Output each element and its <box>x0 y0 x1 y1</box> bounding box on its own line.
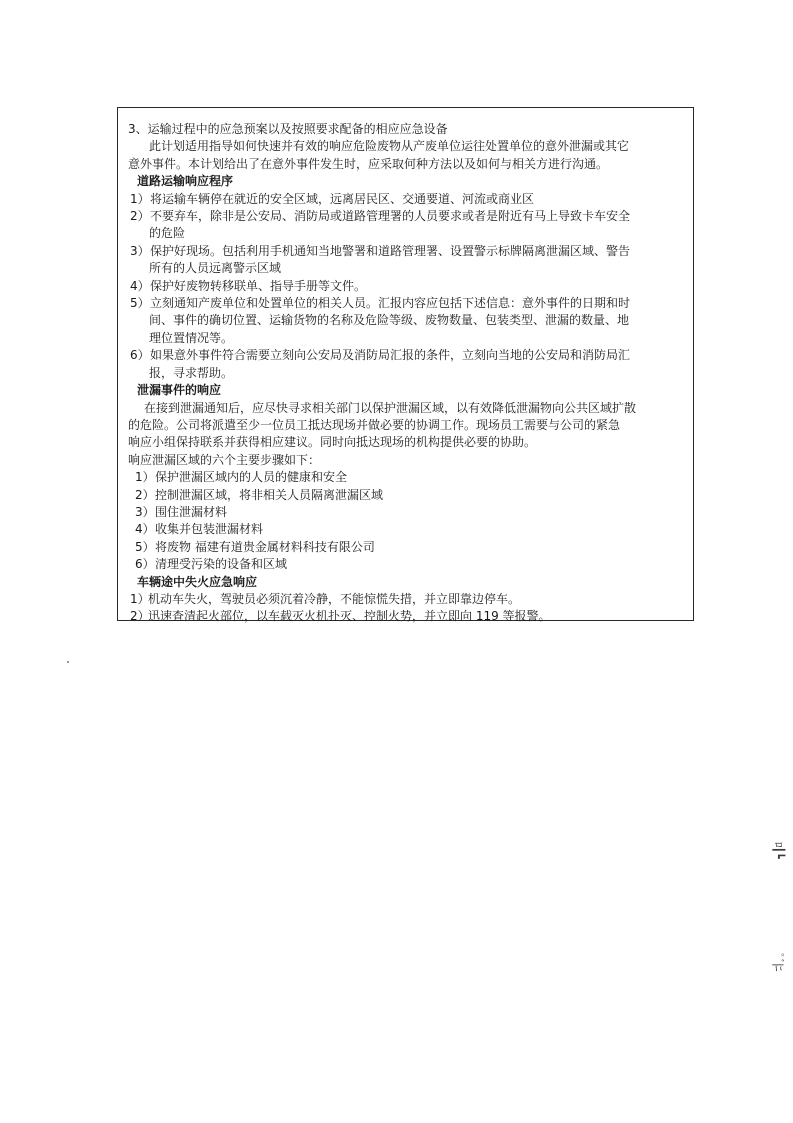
road-item <box>128 295 681 312</box>
item-text: 如果意外事件符合需要立刻向公安局及消防局汇报的条件，立刻向当地的公安局和消防局汇 <box>150 348 631 363</box>
step-text: 清理受污染的设备和区域 <box>155 557 288 572</box>
item-continuation: 的危险 <box>149 226 186 241</box>
document-frame <box>117 107 694 624</box>
step-number: 2） <box>135 487 155 502</box>
leak-step <box>128 556 681 573</box>
step-number: 6） <box>135 557 155 572</box>
road-item <box>128 191 681 208</box>
step-number: 4） <box>135 522 155 537</box>
item-text: 不要弃车，除非是公安局、消防局或道路管理署的人员要求或者是附近有马上导致卡车安全 <box>150 209 631 224</box>
fire-number: 2） <box>130 609 150 624</box>
leak-heading: 泄漏事件的响应 <box>137 383 222 398</box>
road-item <box>128 347 681 364</box>
leak-paragraph-line-3: 响应小组保持联系并获得相应建议。同时向抵达现场的机构提供必要的协助。 <box>128 435 537 450</box>
step-text: 控制泄漏区域，将非相关人员隔离泄漏区域 <box>155 487 384 502</box>
fire-text: 机动车失火，驾驶员必须沉着冷静，不能惊慌失措，并立即靠边停车。 <box>148 591 521 606</box>
intro-line-1: 此计划适用指导如何快速并有效的响应危险废物从产废单位运往处置单位的意外泄漏或其它 <box>149 139 630 154</box>
fire-item <box>128 591 681 608</box>
item-text: 将运输车辆停在就近的安全区域，远离居民区、交通要道、河流或商业区 <box>150 191 535 206</box>
item-continuation: 理位置情况等。 <box>149 330 234 345</box>
item-text: 保护好现场。包括利用手机通知当地警署和道路管理署、设置警示标牌隔离泄漏区域、警告 <box>150 243 631 258</box>
item-continuation: 所有的人员远离警示区域 <box>149 261 282 276</box>
step-number: 5） <box>135 539 155 554</box>
fire-heading: 车辆途中失火应急响应 <box>137 574 258 589</box>
item-continuation: 报，寻求帮助。 <box>149 365 234 380</box>
item-number: 4） <box>130 278 150 293</box>
step-text: 保护泄漏区域内的人员的健康和安全 <box>155 470 348 485</box>
leak-step <box>128 504 681 521</box>
leak-step <box>128 487 681 504</box>
leak-step <box>128 521 681 538</box>
step-text: 收集并包装泄漏材料 <box>155 522 264 537</box>
item-number: 2） <box>130 209 150 224</box>
item-number: 3） <box>130 243 150 258</box>
road-item <box>128 278 681 295</box>
road-heading: 道路运输响应程序 <box>137 174 234 189</box>
step-text: 将废物 福建有道贵金属材料科技有限公司 <box>155 539 375 554</box>
leak-paragraph-line-1: 在接到泄漏通知后，应尽快寻求相关部门以保护泄漏区域，以有效降低泄漏物向公共区域扩散 <box>144 400 637 415</box>
item-continuation: 间、事件的确切位置、运输货物的名称及危险等级、废物数量、包装类型、泄漏的数量、地 <box>149 313 630 328</box>
step-number: 1） <box>135 470 155 485</box>
step-text: 围住泄漏材料 <box>155 504 228 519</box>
leak-steps-title: 响应泄漏区域的六个主要步骤如下： <box>128 452 321 467</box>
leak-step <box>128 469 681 486</box>
item-number: 1） <box>130 191 150 206</box>
leak-step <box>128 539 681 556</box>
margin-seal-mark: ﾟﾞ|ﾆ <box>772 953 785 971</box>
step-number: 3） <box>135 504 155 519</box>
item-text: 立刻通知产废单位和处置单位的相关人员。汇报内容应包括下述信息：意外事件的日期和时 <box>150 296 631 311</box>
intro-line-2: 意外事件。本计划给出了在意外事件发生时，应采取何种方法以及如何与相关方进行沟通。 <box>128 156 609 171</box>
leak-paragraph-line-2: 的危险。公司将派遣至少一位员工抵达现场并做必要的协调工作。现场员工需要与公司的紧急 <box>128 417 621 432</box>
road-item <box>128 208 681 225</box>
fire-text: 迅速查清起火部位，以车载灭火机扑灭、控制火势，并立即向 119 等报警。 <box>148 609 551 624</box>
fire-item <box>128 608 681 625</box>
scan-speck <box>67 661 69 663</box>
section-title: 3、运输过程中的应急预案以及按照要求配备的相应应急设备 <box>128 122 448 136</box>
road-item <box>128 243 681 260</box>
item-number: 6） <box>130 348 150 363</box>
margin-seal-mark: ﾛ┃┗ <box>772 842 785 858</box>
item-text: 保护好废物转移联单、指导手册等文件。 <box>150 278 367 293</box>
fire-number: 1） <box>130 591 150 606</box>
item-number: 5） <box>130 296 150 311</box>
